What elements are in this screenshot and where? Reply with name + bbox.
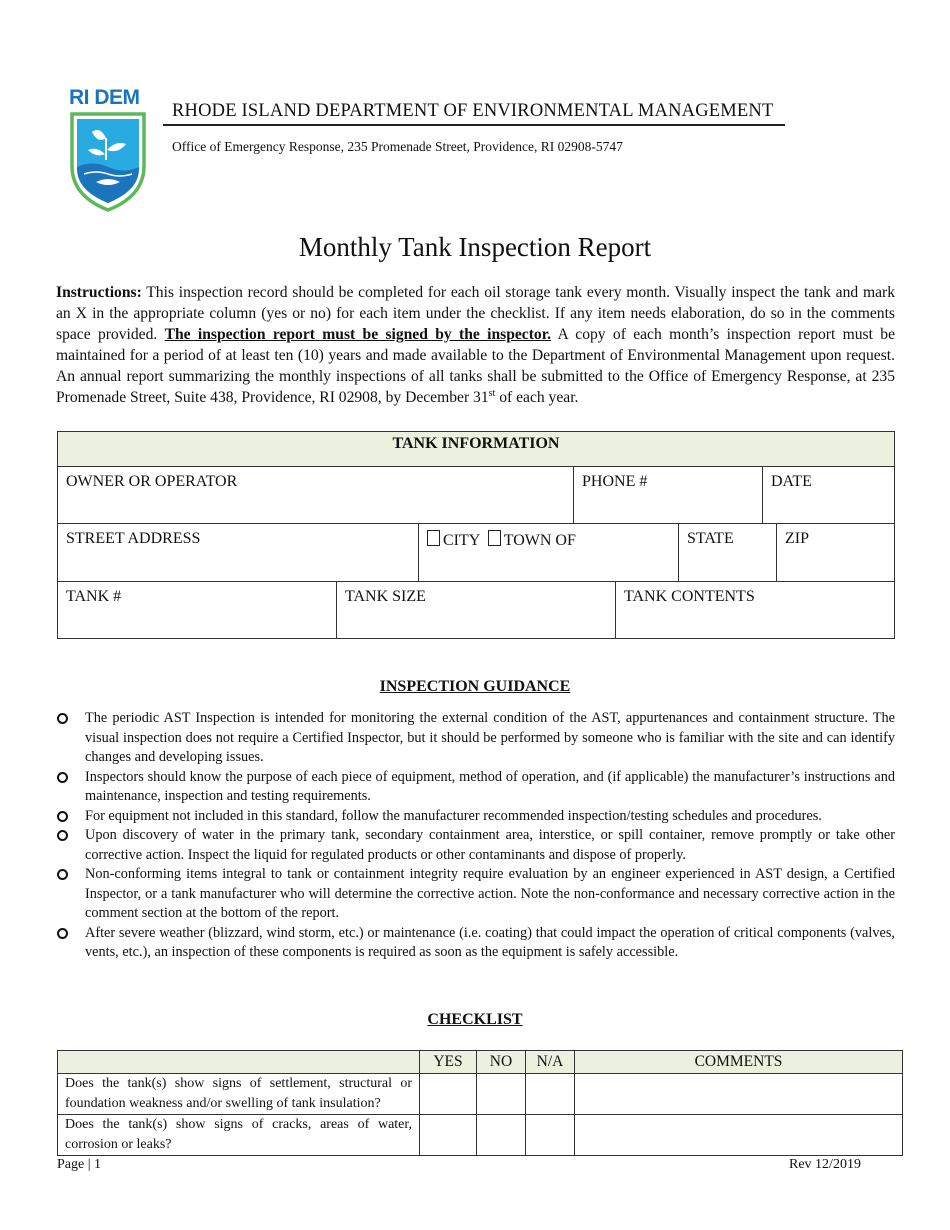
bullet-icon [57,869,68,880]
yes-column-header: YES [420,1051,477,1074]
revision-date: Rev 12/2019 [789,1157,861,1172]
checklist-question: Does the tank(s) show signs of cracks, areas of water, corrosion or leaks? [58,1115,420,1156]
owner-operator-label: OWNER OR OPERATOR [66,473,238,490]
tank-number-label: TANK # [66,588,122,605]
street-address-label: STREET ADDRESS [66,530,201,547]
bullet-icon [57,830,68,841]
phone-field[interactable] [573,466,763,524]
comments-cell[interactable] [575,1074,903,1115]
state-field[interactable] [678,523,777,582]
logo-wordmark: RI DEM [69,86,140,109]
zip-field[interactable] [776,523,895,582]
checklist-header-row [58,1051,903,1074]
checklist-table [57,1050,903,1156]
inspection-guidance-title: INSPECTION GUIDANCE [379,678,571,695]
page-number: Page | 1 [57,1157,102,1172]
instructions-label: Instructions: [56,284,142,301]
yes-cell[interactable] [420,1115,477,1156]
instructions-emphasis: The inspection report must be signed by the inspector. [164,326,552,343]
state-label: STATE [687,530,734,547]
street-address-field[interactable] [57,523,419,582]
tank-information-header: TANK INFORMATION [57,431,895,467]
comments-cell[interactable] [575,1115,903,1156]
question-column-header [58,1051,420,1074]
na-column-header: N/A [526,1051,575,1074]
checklist-question: Does the tank(s) show signs of settlement, structural or foundation weakness and/or swelling of tank insulation? [58,1074,420,1115]
tank-number-field[interactable] [57,581,337,639]
guidance-item: For equipment not included in this standard, follow the manufacturer recommended inspection/testing schedules and procedures. [56,807,895,827]
no-column-header: NO [477,1051,526,1074]
na-cell[interactable] [526,1115,575,1156]
office-address: Office of Emergency Response, 235 Promenade Street, Providence, RI 02908-5747 [172,139,623,154]
ridem-shield-logo [68,88,148,212]
tank-size-label: TANK SIZE [345,588,426,605]
bullet-icon [57,713,68,724]
comments-column-header: COMMENTS [575,1051,903,1074]
bullet-icon [57,811,68,822]
guidance-item: Non-conforming items integral to tank or containment integrity require evaluation by an engineer experienced in AST design, a Certified Inspector, or a tank manufacturer who will determine the corrective action. Note the non-conformance and necessary corrective action in the comment section at the bottom of the report. [56,865,895,924]
instructions-text-3: of each year. [495,389,579,406]
guidance-item: Inspectors should know the purpose of each piece of equipment, method of operation, and (if applicable) the manufacturer’s instructions and maintenance, inspection and testing requirements. [56,768,895,807]
city-checkbox[interactable] [427,530,440,546]
zip-label: ZIP [785,530,809,547]
instructions-paragraph [56,282,895,408]
checklist-title: CHECKLIST [427,1011,523,1028]
guidance-item: Upon discovery of water in the primary tank, secondary containment area, interstice, or spill container, remove promptly or take other corrective action. Inspect the liquid for regulated products or other contaminants and dispose of properly. [56,826,895,865]
date-label: DATE [771,473,812,490]
table-row [58,1115,903,1156]
yes-cell[interactable] [420,1074,477,1115]
owner-operator-field[interactable] [57,466,574,524]
department-name: RHODE ISLAND DEPARTMENT OF ENVIRONMENTAL MANAGEMENT [172,101,774,121]
header-rule [163,124,785,126]
bullet-icon [57,928,68,939]
no-cell[interactable] [477,1115,526,1156]
tank-size-field[interactable] [336,581,616,639]
na-cell[interactable] [526,1074,575,1115]
instructions-text-1: This inspection record should be completed for each oil storage tank every month. Visually inspect the tank and mark an X in the appropriate column (yes or no) for each item under the checklist. If any item needs elaboration, do so in the comments space provided. [56,284,895,343]
city-town-field[interactable] [418,523,679,582]
tank-contents-label: TANK CONTENTS [624,588,755,605]
tank-contents-field[interactable] [615,581,895,639]
city-label: CITY [443,532,480,549]
table-row [58,1074,903,1115]
date-field[interactable] [762,466,895,524]
town-of-checkbox[interactable] [488,530,501,546]
phone-label: PHONE # [582,473,648,490]
town-of-label: TOWN OF [503,532,576,549]
guidance-item: After severe weather (blizzard, wind storm, etc.) or maintenance (i.e. coating) that could impact the operation of critical components (valves, vents, etc.), an inspection of these components is required as soon as the equipment is safely accessible. [56,924,895,963]
no-cell[interactable] [477,1074,526,1115]
instructions-superscript: st [488,387,496,399]
instructions-text-2: A copy of each month’s inspection report must be maintained for a period of at least ten (10) years and made available to the Department of Environmental Management upon request. An annual report summarizing the monthly inspections of all tanks shall be submitted to the Office of Emergency Response, at 235 Promenade Street, Suite 438, Providence, RI 02908, by December 31 [56,326,895,406]
page-title: Monthly Tank Inspection Report [298,232,652,262]
bullet-icon [57,772,68,783]
guidance-item: The periodic AST Inspection is intended for monitoring the external condition of the AST, appurtenances and containment structure. The visual inspection does not require a Certified Inspector, but it should be performed by someone who is familiar with the site and can identify changes and developing issues. [56,709,895,768]
guidance-list [56,709,895,963]
